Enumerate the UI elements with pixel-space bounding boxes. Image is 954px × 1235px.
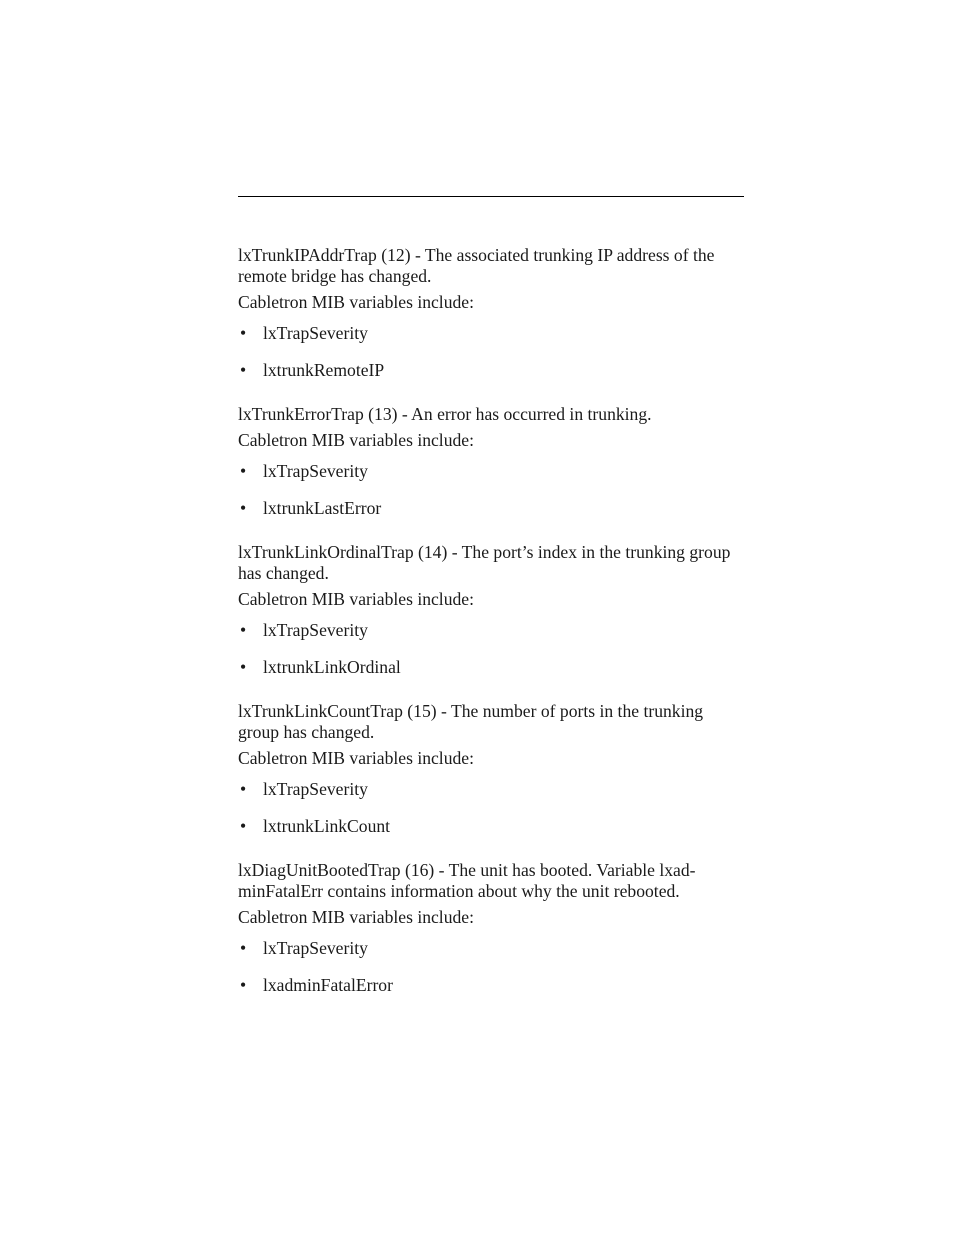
trap-description: lxTrunkErrorTrap (13) - An error has occurred in trunking. bbox=[238, 404, 652, 424]
variables-list bbox=[238, 779, 744, 837]
variable-name: lxtrunkLastError bbox=[263, 498, 382, 518]
variable-name: lxtrunkLinkOrdinal bbox=[263, 657, 401, 677]
list-item bbox=[238, 360, 744, 381]
variable-name: lxTrapSeverity bbox=[263, 779, 368, 799]
bullet-icon: • bbox=[240, 360, 247, 380]
variables-list bbox=[238, 620, 744, 678]
list-item bbox=[238, 323, 744, 344]
variable-name: lxtrunkLinkCount bbox=[263, 816, 391, 836]
trap-section-14 bbox=[238, 542, 744, 678]
variables-list bbox=[238, 323, 744, 381]
variable-name: lxadminFatalError bbox=[263, 975, 393, 995]
variable-name: lxTrapSeverity bbox=[263, 461, 368, 481]
list-item bbox=[238, 975, 744, 996]
list-item bbox=[238, 816, 744, 837]
variable-name: lxTrapSeverity bbox=[263, 323, 368, 343]
trap-section-13 bbox=[238, 404, 744, 519]
variables-intro: Cabletron MIB variables include: bbox=[238, 430, 474, 450]
variables-list bbox=[238, 461, 744, 519]
trap-section-12 bbox=[238, 245, 744, 381]
variables-intro: Cabletron MIB variables include: bbox=[238, 292, 474, 312]
bullet-icon: • bbox=[240, 498, 247, 518]
variables-intro: Cabletron MIB variables include: bbox=[238, 907, 474, 927]
bullet-icon: • bbox=[240, 779, 247, 799]
trap-section-16 bbox=[238, 860, 744, 996]
list-item bbox=[238, 779, 744, 800]
list-item bbox=[238, 461, 744, 482]
variables-intro: Cabletron MIB variables include: bbox=[238, 589, 474, 609]
trap-description: lxTrunkLinkOrdinalTrap (14) - The port’s index in the trunking group has changed. bbox=[238, 542, 731, 583]
variables-intro: Cabletron MIB variables include: bbox=[238, 748, 474, 768]
bullet-icon: • bbox=[240, 938, 247, 958]
variables-list bbox=[238, 938, 744, 996]
trap-description: lxDiagUnitBootedTrap (16) - The unit has booted. Variable lxad-minFatalErr contains information about why the unit rebooted. bbox=[238, 860, 696, 901]
variable-name: lxTrapSeverity bbox=[263, 620, 368, 640]
bullet-icon: • bbox=[240, 323, 247, 343]
variable-name: lxTrapSeverity bbox=[263, 938, 368, 958]
bullet-icon: • bbox=[240, 657, 247, 677]
document-body bbox=[238, 245, 744, 1019]
bullet-icon: • bbox=[240, 975, 247, 995]
trap-section-15 bbox=[238, 701, 744, 837]
bullet-icon: • bbox=[240, 461, 247, 481]
list-item bbox=[238, 657, 744, 678]
variable-name: lxtrunkRemoteIP bbox=[263, 360, 385, 380]
list-item bbox=[238, 498, 744, 519]
trap-description: lxTrunkIPAddrTrap (12) - The associated trunking IP address of the remote bridge has changed. bbox=[238, 245, 715, 286]
bullet-icon: • bbox=[240, 816, 247, 836]
trap-description: lxTrunkLinkCountTrap (15) - The number of ports in the trunking group has changed. bbox=[238, 701, 704, 742]
list-item bbox=[238, 620, 744, 641]
header-rule bbox=[238, 196, 744, 197]
bullet-icon: • bbox=[240, 620, 247, 640]
list-item bbox=[238, 938, 744, 959]
